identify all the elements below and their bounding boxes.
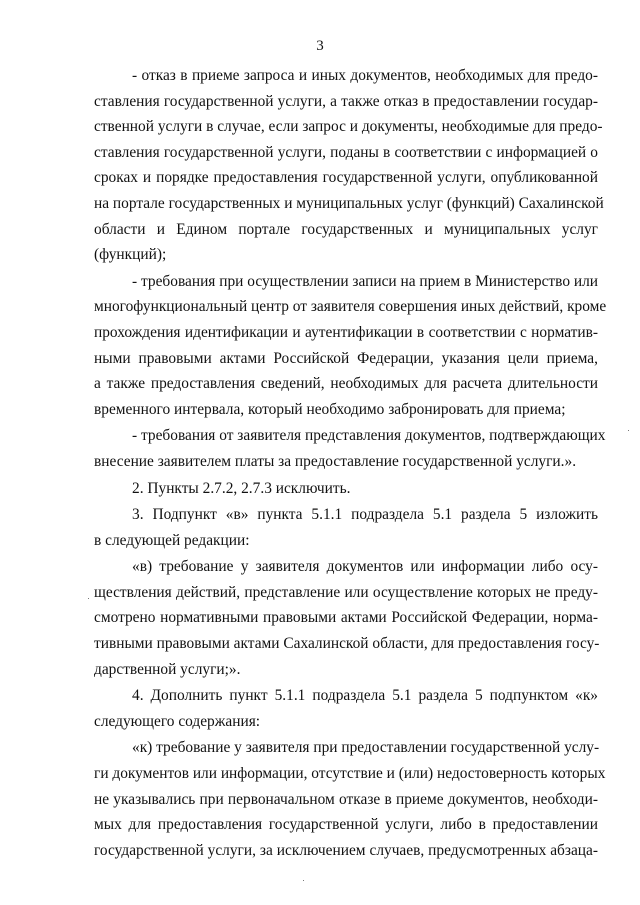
paragraph-p1 <box>94 63 604 268</box>
paragraph-p8 <box>94 735 606 863</box>
text-line: ными правовыми актами Российской Федерации, указания цели приема, <box>94 349 598 367</box>
text-line: следующего содержания: <box>94 712 261 730</box>
text-line: ставления государственной услуги, поданы в соответствии с информацией о <box>94 143 598 161</box>
text-line: тивными правовыми актами Сахалинской области, для предоставления госу- <box>94 635 600 653</box>
text-line: - требования при осуществлении записи на прием в Министерство или <box>132 272 599 290</box>
text-line: не указывались при первоначальном отказе в приеме документов, необходи- <box>94 790 598 808</box>
text-line: на портале государственных и муниципальных услуг (функций) Сахалинской <box>94 194 604 212</box>
text-line: а также предоставления сведений, необходимых для расчета длительности <box>94 375 598 393</box>
text-line: государственной услуги, за исключением случаев, предусмотренных абзаца- <box>94 841 598 859</box>
paragraph-p7 <box>94 683 598 734</box>
text-line: - отказ в приеме запроса и иных документов, необходимых для предо- <box>132 67 598 84</box>
text-line: многофункциональный центр от заявителя совершения иных действий, кроме <box>94 298 607 316</box>
text-line: «в) требование у заявителя документов или информации либо осу- <box>132 558 598 576</box>
text-line: 4. Дополнить пункт 5.1.1 подраздела 5.1 раздела 5 подпунктом «к» <box>132 687 598 705</box>
text-line: сроках и порядке предоставления государственной услуги, опубликованной <box>94 169 598 187</box>
text-line: (функций); <box>94 246 167 264</box>
paragraph-p6 <box>94 554 598 682</box>
paragraph-p2 <box>94 269 607 423</box>
text-line: смотрено нормативными правовыми актами Российской Федерации, норма- <box>94 609 598 627</box>
text-line: - требования от заявителя представления документов, подтверждающих <box>132 427 606 445</box>
text-line: в следующей редакции: <box>94 531 250 549</box>
scan-speck <box>88 598 89 599</box>
text-line: ществления действий, представление или осуществление которых не преду- <box>94 583 598 601</box>
text-line: прохождения идентификации и аутентификации в соответствии с норматив- <box>94 323 598 341</box>
scan-speck <box>628 430 629 431</box>
scan-speck <box>303 880 304 881</box>
paragraph-p3 <box>94 423 606 474</box>
text-line: внесение заявителем платы за предоставление государственной услуги.». <box>94 452 577 470</box>
paragraph-p4 <box>94 476 598 502</box>
text-line: 3. Подпункт «в» пункта 5.1.1 подраздела 5.1 раздела 5 изложить <box>132 506 598 524</box>
text-line: 2. Пункты 2.7.2, 2.7.3 исключить. <box>132 479 351 497</box>
text-line: области и Едином портале государственных и муниципальных услуг <box>94 220 598 238</box>
text-line: дарственной услуги;». <box>94 660 241 678</box>
text-line: временного интервала, который необходимо забронировать для приема; <box>94 400 566 418</box>
document-body <box>94 63 607 864</box>
text-line: ставления государственной услуги, а также отказ в предоставлении государ- <box>94 92 598 110</box>
text-line: ственной услуги в случае, если запрос и документы, необходимые для предо- <box>94 118 603 136</box>
page-number: 3 <box>316 38 324 54</box>
paragraph-p5 <box>94 502 598 553</box>
text-line: «к) требование у заявителя при предоставлении государственной услу- <box>132 739 600 757</box>
text-line: мых для предоставления государственной услуги, либо в предоставлении <box>94 816 598 834</box>
text-line: ги документов или информации, отсутствие и (или) недостоверность которых <box>94 765 606 783</box>
